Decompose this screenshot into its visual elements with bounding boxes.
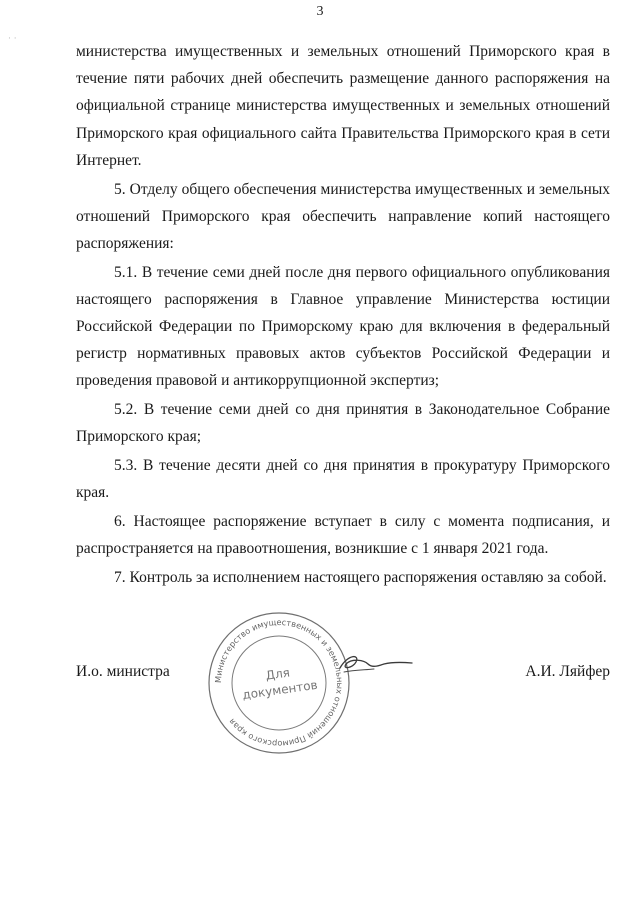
- signatory-name: А.И. Ляйфер: [525, 663, 610, 680]
- document-body: [76, 38, 610, 593]
- stamp-center-line-2: документов: [241, 677, 319, 703]
- page-number: 3: [316, 4, 324, 19]
- paragraph-item-5-2: 5.2. В течение семи дней со дня принятия в Законодательное Собрание Приморского края;: [76, 401, 610, 446]
- paragraph-item-5: 5. Отделу общего обеспечения министерства имущественных и земельных отношений Приморского края обеспечить направление копий настоящего распоряжения:: [76, 180, 610, 252]
- paragraph-item-7: 7. Контроль за исполнением настоящего распоряжения оставляю за собой.: [114, 568, 607, 586]
- paragraph-item-5-3: 5.3. В течение десяти дней со дня принятия в прокуратуру Приморского края.: [76, 457, 610, 502]
- scan-artifact: · ·: [8, 34, 17, 44]
- signature-row: [76, 652, 610, 692]
- signatory-position: И.о. министра: [76, 663, 170, 680]
- stamp-center-line-1: Для: [264, 665, 291, 683]
- stamp-ring-text: Министерство имущественных и земельных отношений Приморского края: [212, 616, 346, 750]
- paragraph-item-6: 6. Настоящее распоряжение вступает в силу с момента подписания, и распространяется на правоотношения, возникшие с 1 января 2021 года.: [76, 512, 610, 558]
- paragraph-item-5-1: 5.1. В течение семи дней после дня первого официального опубликования настоящего распоряжения в Главное управление Министерства юстиции Российской Федерации по Приморскому краю для включения в федеральный регистр нормативных правовых актов субъектов Российской Федерации и проведения правовой и антикоррупционной экспертиз;: [76, 263, 610, 390]
- paragraph-continuation: министерства имущественных и земельных отношений Приморского края в течение пяти рабочих дней обеспечить размещение данного распоряжения на официальной странице министерства имущественных и земельных отношений Приморского края официального сайта Правительства Приморского края в сети Интернет.: [76, 43, 610, 169]
